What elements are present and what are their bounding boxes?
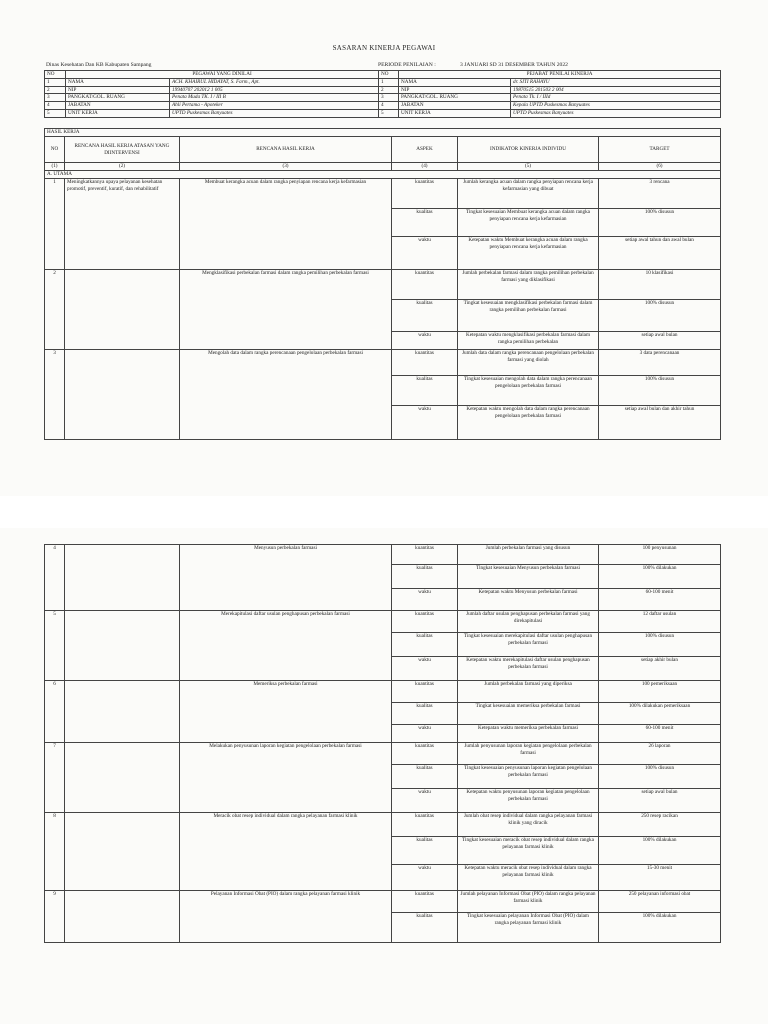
identity-value: ACH. KHAIRUL HIDAYAT, S. Farm., Apt. [170,78,379,86]
indicator-row [45,270,721,300]
work-plan-cell: Mengklasifikasi perbekalan farmasi dalam rangka pemilihan perbekalan farmasi [180,270,392,350]
identity-no-header: NO [45,71,66,79]
identity-label: PANGKAT/GOL. RUANG [399,94,511,102]
aspect-cell: waktu [392,406,458,440]
aspect-cell: kuantitas [392,611,458,633]
work-results-section-label: HASIL KERJA [45,129,721,137]
identity-value: Penata Muda TK. I / III B [170,94,379,102]
identity-value: Kepala UPTD Puskesmas Banyuates [511,102,721,110]
column-header-row [45,137,721,163]
item-number: 4 [45,545,65,611]
aspect-cell: kuantitas [392,813,458,837]
aspect-cell: kualitas [392,300,458,332]
agency-name: Dinas Kesehatan Dan KB Kabupaten Sampang [46,62,152,68]
target-cell: 15-30 menit [599,865,721,891]
identity-row [45,109,721,117]
page-gap [0,496,768,528]
identity-row [45,78,721,86]
supervisor-plan-cell: Meningkatkannya upaya pelayanan kesehatan promotif, preventif, kuratif, dan rehabilitatif [65,179,180,270]
work-plan-cell: Mengolah data dalam rangka perencanaan pengelolaan perbekalan farmasi [180,350,392,440]
identity-label: NAMA [399,78,511,86]
work-results-table-page1 [44,128,721,440]
indicator-cell: Jumlah perbekalan farmasi yang disusun [458,545,599,565]
indicator-row [45,813,721,837]
indicator-cell: Ketepatan waktu Menyusun perbekalan farmasi [458,589,599,611]
identity-no: 5 [45,109,66,117]
supervisor-plan-cell [65,350,180,440]
indicator-cell: Tingkat kesesuaian Menyusun perbekalan farmasi [458,565,599,589]
indicator-cell: Ketepatan waktu mengolah data dalam rangka perencanaan pengelolaan perbekalan farmasi [458,406,599,440]
identity-no: 2 [379,86,399,94]
indicator-cell: Jumlah data dalam rangka perencanaan pengelolaan perbekalan farmasi yang diolah [458,350,599,376]
identity-label: NAMA [66,78,170,86]
aspect-cell: kualitas [392,376,458,406]
target-cell: 250 resep racikan [599,813,721,837]
indicator-cell: Tingkat kesesuaian meracik obat resep individual dalam rangka pelayanan farmasi klinik [458,837,599,865]
aspect-cell: waktu [392,865,458,891]
indicator-row [45,545,721,565]
work-plan-cell: Pelayanan Informasi Obat (PIO) dalam rangka pelayanan farmasi klinik [180,891,392,943]
identity-value: Penata Tk. I / IIId [511,94,721,102]
identity-no: 3 [379,94,399,102]
col-header-indicator: INDIKATOR KINERJA INDIVIDU [458,137,599,163]
work-plan-cell: Membuat kerangka acuan dalam rangka penyiapan rencana kerja kefarmasian [180,179,392,270]
appraiser-header: PEJABAT PENILAI KINERJA [399,71,721,79]
identity-no-header-right: NO [379,71,399,79]
target-cell: 60-100 menit [599,589,721,611]
work-results-table-page2 [44,544,721,943]
item-number: 6 [45,681,65,743]
target-cell: 100% disusun [599,376,721,406]
work-results-rows-page2 [45,545,721,943]
identity-label: PANGKAT/GOL. RUANG [66,94,170,102]
supervisor-plan-cell [65,611,180,681]
identity-no: 1 [45,78,66,86]
work-results-rows-page1 [45,179,721,440]
target-cell: 10 klasifikasi [599,270,721,300]
identity-no: 1 [379,78,399,86]
identity-no: 3 [45,94,66,102]
col-number: (5) [458,163,599,171]
target-cell: setiap akhir bulan [599,657,721,681]
target-cell: 100% dilakukan [599,837,721,865]
aspect-cell: kuantitas [392,891,458,913]
aspect-cell: kualitas [392,209,458,237]
appraised-employee-header: PEGAWAI YANG DINILAI [66,71,379,79]
target-cell: setiap awal bulan [599,332,721,350]
document-page-1 [0,0,768,496]
target-cell: 100% disusun [599,209,721,237]
identity-value: UPTD Puskesmas Banyuates [511,109,721,117]
work-plan-cell: Menyusun perbekalan farmasi [180,545,392,611]
identity-no: 4 [379,102,399,110]
aspect-cell: kuantitas [392,350,458,376]
indicator-cell: Jumlah daftar usulan penghapusan perbekalan farmasi yang direkapitulasi [458,611,599,633]
supervisor-plan-cell [65,545,180,611]
identity-table [44,70,721,118]
supervisor-plan-cell [65,270,180,350]
column-numbering-row [45,163,721,171]
item-number: 5 [45,611,65,681]
indicator-cell: Jumlah penyusunan laporan kegiatan pengelolaan perbekalan farmasi [458,743,599,765]
indicator-cell: Ketepatan waktu merekapitulasi daftar usulan penghapusan perbekalan farmasi [458,657,599,681]
indicator-row [45,179,721,209]
indicator-cell: Ketepatan waktu memeriksa perbekalan farmasi [458,725,599,743]
indicator-cell: Ketepatan waktu meracik obat resep individual dalam rangka pelayanan farmasi klinik [458,865,599,891]
identity-label: JABATAN [66,102,170,110]
item-number: 7 [45,743,65,813]
aspect-cell: kualitas [392,765,458,789]
indicator-row [45,681,721,703]
identity-value: dr. SITI RAHAYU [511,78,721,86]
indicator-cell: Jumlah perbekalan farmasi yang diperiksa [458,681,599,703]
identity-value: 19940707 202012 1 005 [170,86,379,94]
target-cell: setiap awal tahun dan awal bulan [599,237,721,270]
col-header-target: TARGET [599,137,721,163]
indicator-cell: Tingkat kesesuaian mengklasifikasi perbekalan farmasi dalam rangka pemilihan perbekalan farmasi [458,300,599,332]
col-header-aspect: ASPEK [392,137,458,163]
supervisor-plan-cell [65,891,180,943]
target-cell: 100% dilakukan [599,565,721,589]
aspect-cell: kualitas [392,703,458,725]
indicator-row [45,350,721,376]
target-cell: 100% disusun [599,765,721,789]
identity-rows [45,78,721,117]
indicator-cell: Tingkat kesesuaian mengolah data dalam rangka perencanaan pengelolaan perbekalan farmasi [458,376,599,406]
target-cell: setiap awal bulan dan akhir tahun [599,406,721,440]
aspect-cell: kuantitas [392,179,458,209]
aspect-cell: kuantitas [392,681,458,703]
target-cell: 100% disusun [599,633,721,657]
indicator-cell: Tingkat kesesuaian merekapitulasi daftar usulan penghapusan perbekalan farmasi [458,633,599,657]
identity-label: UNIT KERJA [66,109,170,117]
document-title: SASARAN KINERJA PEGAWAI [332,44,436,52]
indicator-cell: Tingkat kesesuaian penyusunan laporan kegiatan pengelolaan perbekalan farmasi [458,765,599,789]
indicator-cell: Jumlah perbekalan farmasi dalam rangka pemilihan perbekalan farmasi yang diklasifikasi [458,270,599,300]
identity-label: JABATAN [399,102,511,110]
target-cell: setiap awal bulan [599,789,721,813]
indicator-cell: Tingkat kesesuaian memeriksa perbekalan farmasi [458,703,599,725]
identity-no: 4 [45,102,66,110]
section-row [45,129,721,137]
identity-header-row [45,71,721,79]
identity-value: Ahli Pertama - Apoteker [170,102,379,110]
target-cell: 26 laporan [599,743,721,765]
col-header-no: NO [45,137,65,163]
item-number: 9 [45,891,65,943]
indicator-cell: Jumlah obat resep individual dalam rangka pelayanan farmasi klinik yang diracik [458,813,599,837]
indicator-cell: Ketepatan waktu Membuat kerangka acuan dalam rangka penyiapan rencana kerja kefarmasian [458,237,599,270]
col-number: (2) [65,163,180,171]
target-cell: 100 pemeriksaan [599,681,721,703]
aspect-cell: kualitas [392,633,458,657]
target-cell: 60-100 menit [599,725,721,743]
identity-row [45,86,721,94]
col-number: (3) [180,163,392,171]
work-plan-cell: Memeriksa perbekalan farmasi [180,681,392,743]
target-cell: 3 rencana [599,179,721,209]
indicator-row [45,891,721,913]
target-cell: 100% dilakukan [599,913,721,943]
target-cell: 100% dilakukan pemeriksaan [599,703,721,725]
item-number: 2 [45,270,65,350]
identity-row [45,94,721,102]
aspect-cell: kualitas [392,913,458,943]
target-cell: 250 pelayanan informasi obat [599,891,721,913]
col-number: (6) [599,163,721,171]
aspect-cell: waktu [392,657,458,681]
aspect-cell: waktu [392,237,458,270]
col-number: (1) [45,163,65,171]
aspect-cell: waktu [392,332,458,350]
indicator-cell: Jumlah pelayanan Informasi Obat (PIO) dalam rangka pelayanan farmasi klinik [458,891,599,913]
aspect-cell: kuantitas [392,270,458,300]
aspect-cell: kuantitas [392,545,458,565]
work-plan-cell: Melakukan penyusunan laporan kegiatan pengelolaan perbekalan farmasi [180,743,392,813]
target-cell: 100% disusun [599,300,721,332]
aspect-cell: waktu [392,589,458,611]
target-cell: 12 daftar usulan [599,611,721,633]
aspect-cell: kualitas [392,837,458,865]
identity-no: 2 [45,86,66,94]
item-number: 3 [45,350,65,440]
work-plan-cell: Merekapitulasi daftar usulan penghapusan perbekalan farmasi [180,611,392,681]
identity-value: UPTD Puskesmas Banyuates [170,109,379,117]
document-page-2 [0,528,768,1024]
indicator-cell: Ketepatan waktu penyusunan laporan kegiatan pengelolaan perbekalan farmasi [458,789,599,813]
identity-row [45,102,721,110]
indicator-cell: Ketepatan waktu mengklasifikasi perbekalan farmasi dalam rangka pemilihan perbekalan [458,332,599,350]
identity-label: NIP [66,86,170,94]
utama-label: A. UTAMA [45,171,721,179]
aspect-cell: kualitas [392,565,458,589]
target-cell: 100 penyusunan [599,545,721,565]
col-header-work-plan: RENCANA HASIL KERJA [180,137,392,163]
work-plan-cell: Meracik obat resep individual dalam rangka pelayanan farmasi klinik [180,813,392,891]
period-value: 3 JANUARI SD 31 DESEMBER TAHUN 2022 [460,62,568,68]
identity-no: 5 [379,109,399,117]
indicator-cell: Tingkat kesesuaian pelayanan Informasi Obat (PIO) dalam rangka pelayanan farmasi klinik [458,913,599,943]
utama-row [45,171,721,179]
aspect-cell: waktu [392,725,458,743]
period-label: PERIODE PENILAIAN : [378,62,436,68]
indicator-row [45,611,721,633]
supervisor-plan-cell [65,681,180,743]
indicator-cell: Tingkat kesesuaian Membuat kerangka acuan dalam rangka penyiapan rencana kerja kefarmasian [458,209,599,237]
target-cell: 3 data perencanaan [599,350,721,376]
aspect-cell: kuantitas [392,743,458,765]
supervisor-plan-cell [65,813,180,891]
identity-label: UNIT KERJA [399,109,511,117]
col-header-supervisor-plan: RENCANA HASIL KERJA ATASAN YANG DIINTERVENSI [65,137,180,163]
supervisor-plan-cell [65,743,180,813]
item-number: 1 [45,179,65,270]
indicator-cell: Jumlah kerangka acuan dalam rangka penyiapan rencana kerja kefarmasian yang dibuat [458,179,599,209]
item-number: 8 [45,813,65,891]
aspect-cell: waktu [392,789,458,813]
col-number: (4) [392,163,458,171]
identity-value: 19870515 201503 2 004 [511,86,721,94]
identity-label: NIP [399,86,511,94]
indicator-row [45,743,721,765]
